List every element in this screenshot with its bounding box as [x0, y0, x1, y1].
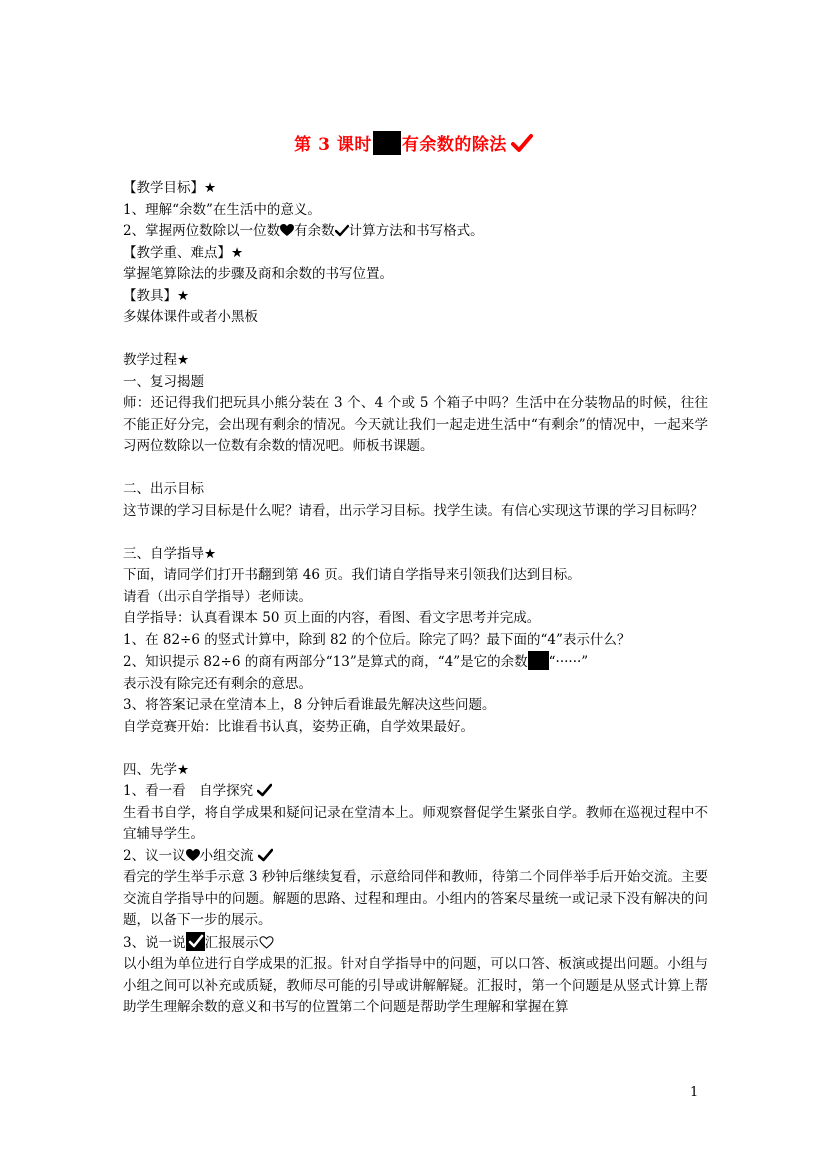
check-icon — [511, 133, 533, 153]
page-title — [0, 130, 827, 155]
star-icon: ★ — [204, 545, 217, 562]
tools-text: 多媒体课件或者小黑板 — [123, 309, 258, 325]
section-3-line-1: 下面，请同学们打开书翻到第 46 页。我们请自学指导来引领我们达到目标。 — [123, 567, 581, 583]
star-icon: ★ — [231, 244, 244, 261]
section-3-line-6: 表示没有除完还有剩余的意思。 — [123, 675, 312, 692]
section-2-text: 这节课的学习目标是什么呢？请看，出示学习目标。找学生读。有信心实现这节课的学习目标吗？ — [123, 502, 704, 519]
section-3-line-7: 3、将答案记录在堂清本上，8 分钟后看谁最先解决这些问题。 — [123, 697, 496, 713]
section-2-heading: 二、出示目标 — [123, 481, 204, 497]
heart-icon — [280, 224, 294, 237]
check-icon — [335, 224, 349, 237]
boxed-check-icon — [186, 932, 205, 951]
section-3-line-2: 请看（出示自学指导）老师读。 — [123, 588, 312, 605]
check-icon — [258, 848, 273, 862]
section-4-heading: 四、先学★ — [123, 761, 190, 778]
section-1-text: 师：还记得我们把玩具小熊分装在 3 个、4 个或 5 个箱子中吗？生活中在分装物品的时候，往往不能正好分完，会出现有剩余的情况。今天就让我们一起走进生活中“有剩余”的情况中，一起来学习两位数除以一位数有余数的情况吧。师板书课题。 — [123, 395, 708, 454]
section-3-line-8: 自学竞赛开始：比谁看书认真，姿势正确，自学效果最好。 — [123, 718, 474, 735]
objective-1: 1、理解“余数”在生活中的意义。 — [123, 201, 321, 218]
star-icon: ★ — [177, 761, 190, 778]
objective-2: 2、掌握两位数除以一位数 有余数 计算方法和书写格式。 — [123, 223, 484, 239]
section-4-line-3: 2、议一议 小组交流 — [123, 846, 708, 868]
section-3-line-3: 自学指导：认真看课本 50 页上面的内容，看图、看文字思考并完成。 — [123, 610, 541, 626]
section-3-line-4: 1、在 82÷6 的竖式计算中，除到 82 的个位后。除完了吗？最下面的“4”表示什么？ — [123, 631, 631, 648]
key-points-text: 掌握笔算除法的步骤及商和余数的书写位置。 — [123, 266, 393, 282]
section-4-line-4: 看完的学生举手示意 3 秒钟后继续复看，示意给同伴和教师，待第二个同伴举手后开始交流。主要交流自学指导中的问题。解题的思路、过程和理由。小组内的答案尽量统一或记录下没有解决的问题，以备下一步的展示。 — [123, 869, 708, 928]
page-number: 1 — [690, 1085, 699, 1100]
title-part2: 有余数的除法 — [401, 135, 507, 155]
section-1-heading: 一、复习揭题 — [123, 373, 204, 390]
outline-heart-icon — [259, 936, 274, 949]
key-points-heading: 【教学重、难点】★ — [123, 244, 244, 261]
star-icon: ★ — [177, 352, 190, 368]
star-icon: ★ — [177, 287, 190, 304]
section-3-heading: 三、自学指导★ — [123, 545, 217, 562]
document-body — [123, 178, 708, 1019]
section-3-line-5: 2、知识提示 82÷6 的商有两部分“13”是算式的商，“4”是它的余数 “······” — [123, 651, 708, 674]
star-icon: ★ — [204, 180, 217, 196]
objectives-heading: 【教学目标】★ — [123, 180, 217, 196]
process-heading: 教学过程★ — [123, 352, 190, 368]
section-4-line-2: 生看书自学，将自学成果和疑问记录在堂清本上。师观察督促学生紧张自学。教师在巡视过程中不宜辅导学生。 — [123, 804, 708, 842]
check-icon — [257, 783, 272, 797]
heart-icon — [186, 849, 200, 862]
redaction-box — [528, 651, 549, 670]
tools-heading: 【教具】★ — [123, 287, 190, 304]
redaction-box — [373, 131, 401, 155]
section-4-line-1: 1、看一看 自学探究 — [123, 781, 708, 803]
section-4-line-5: 3、说一说 汇报展示 — [123, 932, 708, 955]
title-part1: 第 3 课时 — [294, 135, 372, 155]
section-4-line-6: 以小组为单位进行自学成果的汇报。针对自学指导中的问题，可以口答、板演或提出问题。小组与小组之间可以补充或质疑，教师尽可能的引导或讲解解疑。汇报时，第一个问题是从竖式计算上帮助学生理解余数的意义和书写的位置第二个问题是帮助学生理解和掌握在算 — [123, 956, 708, 1015]
